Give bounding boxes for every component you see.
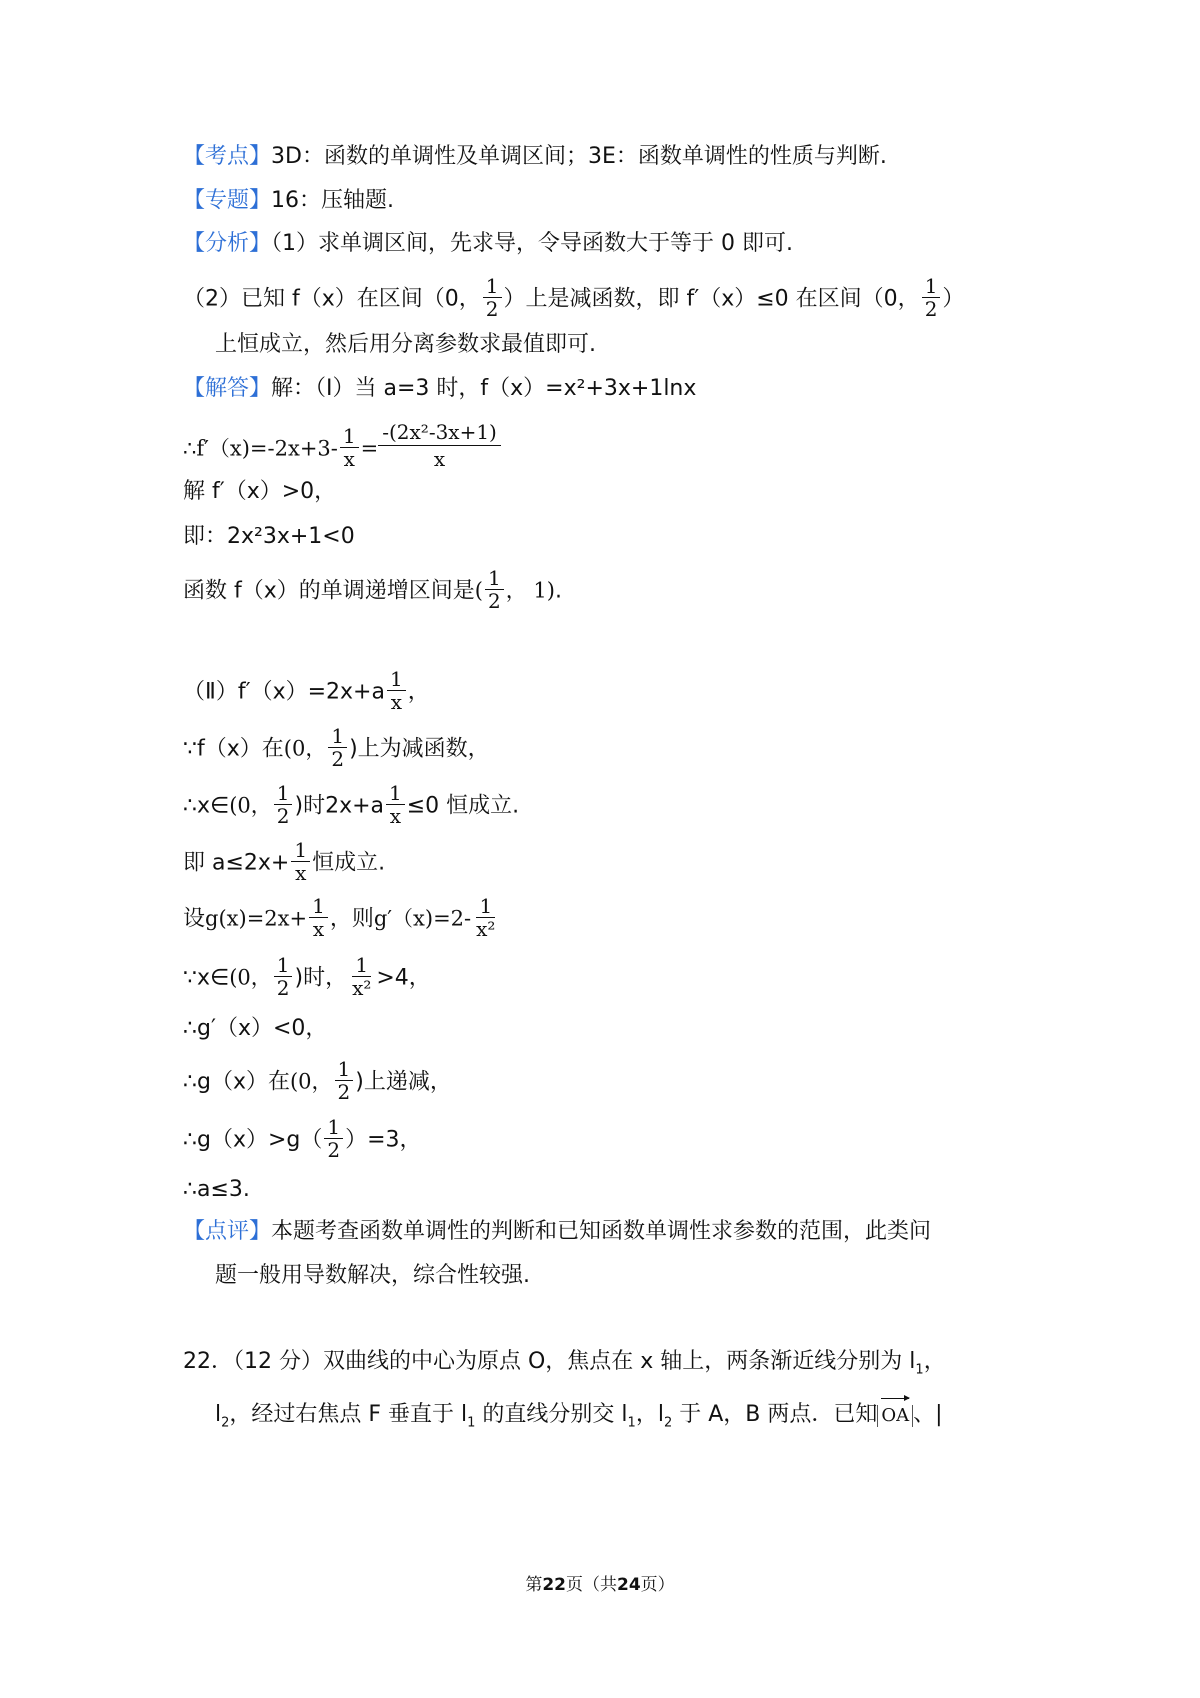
fraction-denominator: x	[312, 917, 325, 941]
jieda-line-9	[183, 838, 386, 885]
jieda-line-4	[183, 522, 355, 552]
jieda-text-6: （Ⅱ）f′（x）=2x+a	[183, 679, 385, 705]
kaodian-tag: 【考点】	[183, 144, 272, 169]
jieda-text-11: ∵x∈	[183, 965, 230, 991]
kaodian-text: 3D：函数的单调性及单调区间；3E：函数单调性的性质与判断.	[271, 144, 887, 169]
zhuanti-tag: 【专题】	[183, 188, 272, 213]
page-footer	[0, 1570, 1200, 1595]
fraction-numerator: 1	[387, 669, 406, 691]
interval-open: (0，	[289, 1069, 333, 1094]
page-number: 22	[542, 1575, 566, 1595]
jieda-text-8: ∴x∈	[183, 793, 230, 819]
jieda-text-11-mid: )时，	[294, 965, 348, 991]
interval-open: (0，	[229, 793, 272, 818]
question-22-text-2a: l	[215, 1402, 222, 1427]
jieda-conclusion: ∴a≤3.	[183, 1177, 250, 1202]
fraction-numerator: 1	[485, 568, 504, 590]
question-22-line-1	[183, 1347, 946, 1385]
fraction-numerator: 1	[291, 840, 310, 862]
fraction-numerator: 1	[309, 896, 328, 918]
total-pages: 24	[617, 1575, 641, 1595]
comma: ，	[923, 1349, 946, 1374]
fenxi-text-1: （1）求单调区间，先求导，令导函数大于等于 0 即可.	[271, 231, 793, 256]
fraction-numerator: 1	[324, 1117, 343, 1139]
fraction-one-over-x	[309, 896, 328, 939]
fraction-numerator: 1	[328, 726, 347, 748]
comma: ，	[407, 679, 430, 705]
jieda-text-13: ∴g（x）在	[183, 1069, 290, 1095]
footer-suffix: 页）	[640, 1575, 675, 1595]
fenxi-line2-part-c: ）	[942, 286, 965, 312]
zhuanti-text: 16：压轴题.	[271, 188, 395, 213]
fraction-denominator: 2	[485, 297, 499, 321]
jieda-text-5: 函数 f（x）的单调递增区间是	[183, 578, 475, 604]
derivative-expression: ∴f′（x)=-2x+3-	[183, 436, 338, 461]
jieda-line-3	[183, 477, 336, 507]
footer-prefix: 第	[525, 1575, 543, 1595]
fenxi-line2-part-a: （2）已知 f（x）在区间（0，	[183, 286, 481, 312]
jieda-text-1: 解：（Ⅰ）当 a=3 时，f（x）=x²+3x+1lnx	[271, 376, 697, 401]
jieda-line-8	[183, 781, 520, 828]
jieda-text-8-mid: )时2x+a	[294, 793, 384, 819]
fenxi-line2-part-b: ）上是减函数，即 f′（x）≤0 在区间（0，	[503, 286, 920, 312]
jieda-line-6	[183, 667, 430, 714]
jieda-line-10	[183, 894, 500, 941]
jieda-line-11	[183, 953, 431, 1000]
jieda-text-9-end: 恒成立.	[312, 850, 386, 876]
fraction-denominator: 2	[924, 297, 938, 321]
fraction-denominator: x	[390, 690, 402, 714]
fraction-numerator: 1	[476, 896, 495, 918]
dianping-line-1	[183, 1217, 931, 1247]
fenxi-line-1	[183, 229, 793, 259]
fraction-numerator: 1	[340, 426, 359, 448]
jieda-text-13-end: )上递减，	[355, 1069, 452, 1095]
derivative-fraction	[378, 421, 501, 470]
fraction-one-over-x	[340, 426, 359, 469]
dianping-text-1: 本题考查函数单调性的判断和已知函数单调性求参数的范围，此类问	[271, 1219, 932, 1244]
fraction-denominator: 2	[337, 1080, 351, 1104]
fraction-denominator: 2	[327, 1138, 341, 1162]
jieda-line-15	[183, 1175, 250, 1205]
fraction-denominator: 2	[276, 976, 290, 1000]
jieda-text-8-end: ≤0 恒成立.	[406, 793, 520, 819]
vector-label: OA	[881, 1405, 910, 1426]
fraction-one-half	[274, 955, 293, 998]
vector-oa-magnitude	[877, 1405, 913, 1427]
jieda-text-10-mid: ，则	[329, 906, 374, 932]
jieda-text-7-end: )上为减函数，	[349, 736, 490, 762]
question-22-text-2c: 的直线分别交 l	[475, 1402, 628, 1427]
vector-arrow-icon	[881, 1398, 909, 1399]
footer-mid: 页（共	[566, 1575, 617, 1595]
question-22-text-2b: ，经过右焦点 F 垂直于 l	[229, 1402, 468, 1427]
jieda-text-14: ∴g（x）>g（	[183, 1127, 323, 1153]
subscript: 2	[221, 1415, 230, 1431]
fraction-one-half	[483, 276, 502, 319]
jieda-text-9: 即 a≤2x+	[183, 850, 290, 876]
fraction-one-half	[328, 726, 347, 769]
jieda-line-14	[183, 1115, 422, 1162]
g-derivative: g′（x)=2-	[373, 906, 472, 931]
fraction-one-over-x-squared	[473, 896, 498, 939]
fraction-one-half	[485, 568, 504, 611]
jieda-text-4: 即：2x²3x+1<0	[183, 524, 355, 549]
jieda-text-12: ∴g′（x）<0，	[183, 1016, 328, 1041]
interval-open: (0，	[283, 736, 327, 761]
equals-sign: =	[360, 436, 379, 461]
fraction-one-over-x-squared	[349, 955, 374, 998]
jieda-text-11-end: >4，	[376, 965, 431, 991]
jieda-text-7: ∵f（x）在	[183, 736, 284, 762]
fraction-denominator: x	[295, 861, 307, 885]
fraction-numerator: 1	[335, 1059, 354, 1081]
jieda-line-13	[183, 1057, 452, 1104]
jieda-line-2	[183, 420, 501, 474]
fraction-numerator: 1	[274, 783, 293, 805]
g-definition: g(x)=2x+	[205, 906, 308, 931]
fraction-numerator: 1	[922, 276, 941, 298]
dianping-line-2	[215, 1261, 530, 1291]
interval-open: (	[474, 578, 483, 603]
fraction-numerator: -(2x²-3x+1)	[378, 421, 501, 446]
fraction-numerator: 1	[483, 276, 502, 298]
fenxi-line-2	[183, 274, 965, 321]
fraction-denominator: x	[343, 447, 355, 471]
fraction-one-half	[324, 1117, 343, 1160]
fraction-one-over-x	[387, 669, 406, 712]
subscript: 2	[663, 1415, 673, 1431]
jieda-line-5	[183, 566, 562, 613]
fraction-one-over-x	[386, 783, 405, 826]
fraction-denominator: x	[433, 447, 446, 471]
fraction-one-half	[335, 1059, 354, 1102]
subscript: 1	[467, 1415, 476, 1431]
jieda-tag: 【解答】	[183, 376, 272, 401]
subscript: 1	[915, 1362, 924, 1378]
question-22-text-2d: ，l	[635, 1402, 664, 1427]
fraction-numerator: 1	[274, 955, 293, 977]
jieda-text-14-end: ）=3，	[345, 1127, 422, 1153]
fraction-denominator: x	[389, 804, 401, 828]
fraction-denominator: x²	[352, 976, 372, 1000]
fraction-numerator: 1	[386, 783, 405, 805]
fraction-denominator: 2	[276, 804, 290, 828]
interval-open: (0，	[229, 965, 272, 990]
jieda-line-12	[183, 1014, 327, 1044]
dianping-tag: 【点评】	[183, 1219, 272, 1244]
interval-close: ， 1)	[505, 578, 555, 603]
fraction-denominator: 2	[487, 589, 501, 613]
fenxi-tag: 【分析】	[183, 231, 272, 256]
fraction-denominator: 2	[331, 747, 345, 771]
question-22-text-1: 22．（12 分）双曲线的中心为原点 O，焦点在 x 轴上，两条渐近线分别为 l	[183, 1349, 916, 1374]
question-22-text-2f: 、|	[913, 1402, 943, 1427]
dianping-text-2: 题一般用导数解决，综合性较强.	[215, 1263, 530, 1288]
subscript: 1	[627, 1415, 636, 1431]
period: .	[554, 578, 562, 604]
jieda-line-7	[183, 724, 490, 771]
jieda-text-10: 设	[183, 906, 206, 932]
jieda-text-3: 解 f′（x）>0，	[183, 479, 337, 504]
fraction-one-half	[274, 783, 293, 826]
fraction-denominator: x²	[476, 917, 496, 941]
kaodian-line	[183, 142, 887, 172]
fenxi-text-3: 上恒成立，然后用分离参数求最值即可.	[215, 332, 596, 357]
question-22-line-2	[215, 1400, 943, 1438]
zhuanti-line	[183, 186, 394, 216]
fraction-one-half	[922, 276, 941, 319]
fraction-one-over-x	[291, 840, 310, 883]
fraction-numerator: 1	[352, 955, 371, 977]
jieda-line-1	[183, 374, 696, 404]
question-22-text-2e: 于 A，B 两点．已知	[672, 1402, 878, 1427]
fenxi-line-3	[215, 330, 596, 360]
